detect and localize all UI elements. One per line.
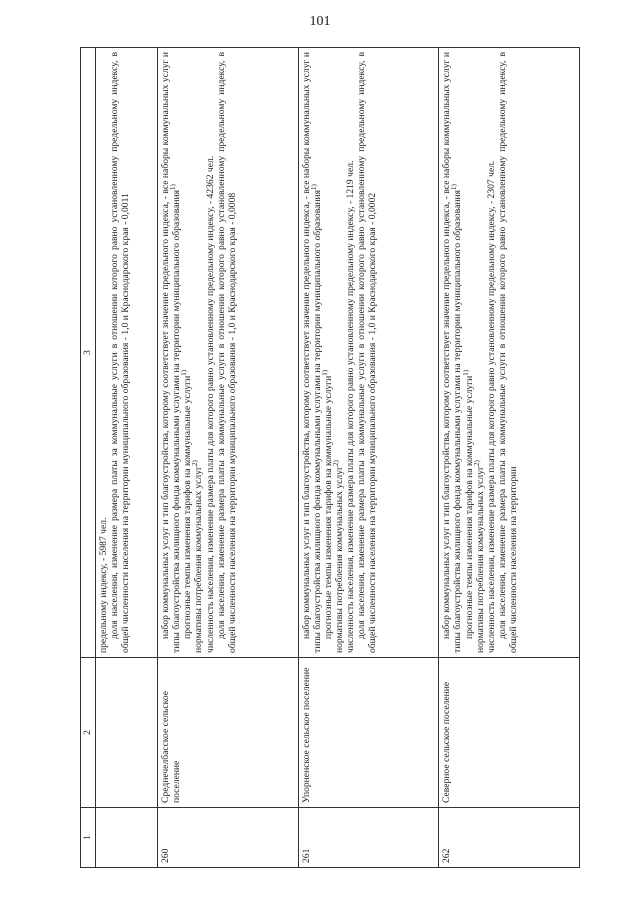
service-set-text: набор коммунальных услуг и тип благоустройства, которому соответствует значение предельного индекса, - все наборы коммунальных услуг и типы благоустройства жилищного фонда коммунальными услугами на территории муниципального образования$^{1)}$ [160,52,183,653]
population-share-text: доля населения, изменение размера платы за коммунальные услуги в отношении которого равно установленному предельному индексу, в общей численности населения на территории муниципального образования - 1,0 и Краснодарского края - 0,0002 [356,52,379,653]
row-number: 260 [158,808,299,868]
service-set-text: набор коммунальных услуг и тип благоустройства, которому соответствует значение предельного индекса, - все наборы коммунальных услуг и типы благоустройства жилищного фонда коммунальными услугами на территории муниципального образования$^{1)}$ [441,52,464,653]
table-row [298,48,439,868]
population-count-text: численность населения, изменение размера платы для которого равно установленному предельному индексу, - 1219 чел. [345,160,357,653]
data-table [80,47,580,868]
continuation-line-2: доля населения, изменение размера платы за коммунальные услуги в отношении которого равно установленному предельному индексу, в общей численности населения на территории муниципального образования - 1,0 и Краснодарского края - 0,0011 [109,52,132,653]
tariff-rate-text: прогнозные темпы изменения тарифов на коммунальные услуги$^{1)}$ [320,369,334,639]
consumption-norms-text: нормативы потребления коммунальных услуг$^{2)}$ [191,460,205,653]
cell-description [439,48,580,658]
population-count-text: численность населения, изменение размера платы для которого равно установленному предельному индексу, - 2307 чел. [485,160,497,653]
population-share-text: доля населения, изменение размера платы за коммунальные услуги в отношении которого равно установленному предельному индексу, в общей численности населения на территории [496,52,520,653]
cell-name [96,658,158,808]
settlement-name: Северное сельское поселение [439,658,580,808]
header-col-1: 1 [81,808,96,868]
settlement-name: Среднечелбасское сельское поселение [158,658,299,808]
continuation-line-1: предельному индексу, - 5987 чел. [98,517,109,653]
table-row [158,48,299,868]
settlement-name: Упорненское сельское поселение [298,658,439,808]
tariff-rate-text: прогнозные темпы изменения тарифов на коммунальные услуги$^{1)}$ [180,369,194,639]
row-number: 262 [439,808,580,868]
page-number: 101 [309,14,331,29]
consumption-norms-text: нормативы потребления коммунальных услуг$^{2)}$ [331,460,346,653]
service-set-text: набор коммунальных услуг и тип благоустройства, которому соответствует значение предельного индекса, - все наборы коммунальных услуг и типы благоустройства жилищного фонда коммунальными услугами на территории муниципального образования$^{1)}$ [300,52,323,653]
population-count-text: численность населения, изменение размера платы для которого равно установленному предельному индексу, - 42362 чел. [204,155,216,653]
population-share-text: доля населения, изменение размера платы за коммунальные услуги в отношении которого равно установленному предельному индексу, в общей численности населения на территории муниципального образования - 1,0 и Краснодарского края - 0,0008 [215,52,238,653]
consumption-norms-text: нормативы потребления коммунальных услуг$^{2)}$ [472,460,486,653]
header-col-2: 2 [81,658,96,808]
table-row-continuation [96,48,158,868]
rotated-table-container [80,48,580,868]
tariff-rate-text: прогнозные темпы изменения тарифов на коммунальные услуги$^{1)}$ [461,369,475,639]
table-header-row [81,48,96,868]
row-number: 261 [298,808,439,868]
cell-description [298,48,439,658]
cell-description [96,48,158,658]
cell-description [158,48,299,658]
table-area [80,48,580,868]
header-col-3: 3 [81,48,96,658]
cell-num [96,808,158,868]
table-row [439,48,580,868]
